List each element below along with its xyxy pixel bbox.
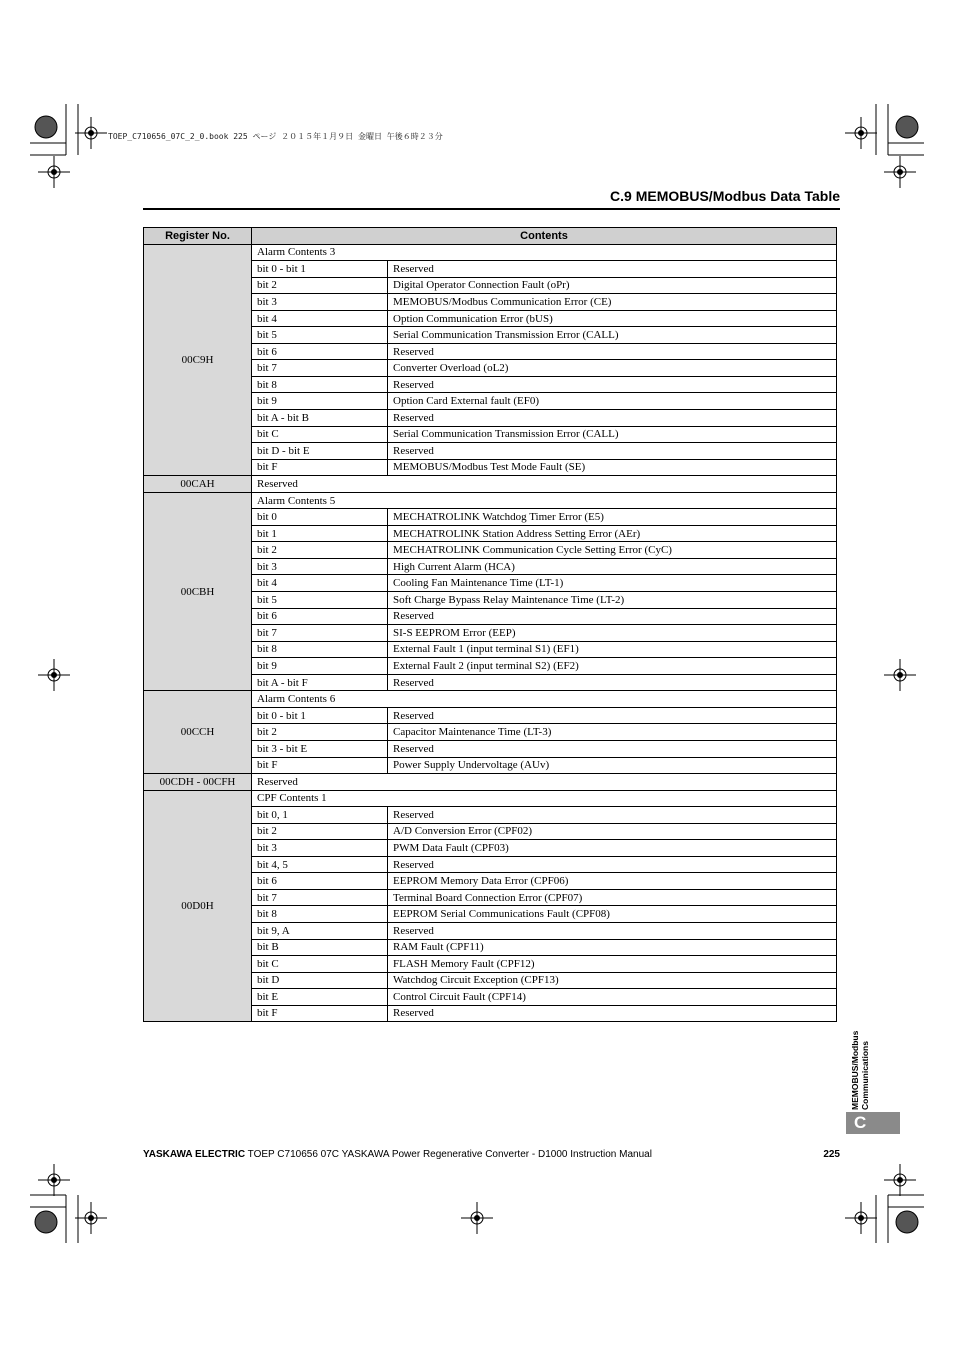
- group-title-cell: Reserved: [252, 476, 837, 493]
- printer-slug: TOEP_C710656_07C_2_0.book 225 ページ ２０１５年１月９日 金曜日 午後６時２３分: [108, 132, 443, 141]
- description-cell: Reserved: [388, 707, 837, 724]
- register-number-cell: 00CCH: [144, 691, 252, 774]
- bit-cell: bit 9: [252, 658, 388, 675]
- description-cell: EEPROM Serial Communications Fault (CPF08): [388, 906, 837, 923]
- description-cell: Capacitor Maintenance Time (LT-3): [388, 724, 837, 741]
- bit-cell: bit C: [252, 956, 388, 973]
- description-cell: Reserved: [388, 922, 837, 939]
- description-cell: Digital Operator Connection Fault (oPr): [388, 277, 837, 294]
- corner-disc-tr: [896, 116, 918, 138]
- register-number-cell: 00CBH: [144, 492, 252, 691]
- description-cell: Option Card External fault (EF0): [388, 393, 837, 410]
- bit-cell: bit 8: [252, 641, 388, 658]
- description-cell: Reserved: [388, 608, 837, 625]
- bit-cell: bit 7: [252, 625, 388, 642]
- bit-cell: bit 2: [252, 823, 388, 840]
- bit-cell: bit 2: [252, 277, 388, 294]
- side-tab-line1: MEMOBUS/Modbus: [850, 1030, 860, 1110]
- header-register-no: Register No.: [144, 228, 252, 245]
- table-row: [144, 492, 837, 509]
- footer-text: [143, 1149, 652, 1160]
- section-title: C.9 MEMOBUS/Modbus Data Table: [610, 188, 840, 204]
- description-cell: Reserved: [388, 443, 837, 460]
- bit-cell: bit 4, 5: [252, 856, 388, 873]
- register-number-cell: 00D0H: [144, 790, 252, 1022]
- bit-cell: bit E: [252, 989, 388, 1006]
- crosshair-bl2: [75, 1202, 107, 1234]
- bit-cell: bit 3: [252, 294, 388, 311]
- bit-cell: bit D: [252, 972, 388, 989]
- description-cell: Reserved: [388, 1005, 837, 1022]
- crosshair-tr: [845, 117, 877, 149]
- table-row: [144, 476, 837, 493]
- bit-cell: bit A - bit F: [252, 674, 388, 691]
- page-number: 225: [823, 1149, 840, 1160]
- side-tab-label: [846, 1008, 870, 1110]
- register-number-cell: 00CAH: [144, 476, 252, 493]
- description-cell: FLASH Memory Fault (CPF12): [388, 956, 837, 973]
- description-cell: Reserved: [388, 343, 837, 360]
- bit-cell: bit 1: [252, 525, 388, 542]
- crosshair-br: [884, 1164, 916, 1196]
- corner-disc-tl: [35, 116, 57, 138]
- header-contents: Contents: [252, 228, 837, 245]
- description-cell: Reserved: [388, 261, 837, 278]
- bit-cell: bit 0: [252, 509, 388, 526]
- bit-cell: bit 9: [252, 393, 388, 410]
- description-cell: Cooling Fan Maintenance Time (LT-1): [388, 575, 837, 592]
- footer-brand: YASKAWA ELECTRIC: [143, 1149, 246, 1160]
- crosshair-tl: [75, 117, 107, 149]
- crosshair-tl2: [38, 156, 70, 188]
- side-tab-letter: C: [846, 1112, 900, 1134]
- bit-cell: bit 3 - bit E: [252, 740, 388, 757]
- bit-cell: bit D - bit E: [252, 443, 388, 460]
- description-cell: Control Circuit Fault (CPF14): [388, 989, 837, 1006]
- crosshair-bl: [38, 1164, 70, 1196]
- bit-cell: bit F: [252, 459, 388, 476]
- table-body: [144, 244, 837, 1022]
- description-cell: Power Supply Undervoltage (AUv): [388, 757, 837, 774]
- footer-manual-title: TOEP C710656 07C YASKAWA Power Regenerative Converter - D1000 Instruction Manual: [245, 1149, 652, 1160]
- description-cell: Watchdog Circuit Exception (CPF13): [388, 972, 837, 989]
- bit-cell: bit 7: [252, 360, 388, 377]
- table-row: [144, 691, 837, 708]
- table-row: [144, 774, 837, 791]
- crosshair-mr: [884, 659, 916, 691]
- bit-cell: bit 8: [252, 906, 388, 923]
- description-cell: Reserved: [388, 807, 837, 824]
- description-cell: Serial Communication Transmission Error (CALL): [388, 426, 837, 443]
- bit-cell: bit 3: [252, 558, 388, 575]
- description-cell: Converter Overload (oL2): [388, 360, 837, 377]
- bit-cell: bit 6: [252, 608, 388, 625]
- description-cell: SI-S EEPROM Error (EEP): [388, 625, 837, 642]
- crosshair-br2: [845, 1202, 877, 1234]
- register-number-cell: 00C9H: [144, 244, 252, 476]
- corner-disc-bl: [35, 1211, 57, 1233]
- description-cell: PWM Data Fault (CPF03): [388, 840, 837, 857]
- group-title-cell: Alarm Contents 6: [252, 691, 837, 708]
- bit-cell: bit 8: [252, 376, 388, 393]
- table-row: [144, 244, 837, 261]
- description-cell: MECHATROLINK Watchdog Timer Error (E5): [388, 509, 837, 526]
- description-cell: External Fault 1 (input terminal S1) (EF1): [388, 641, 837, 658]
- description-cell: MECHATROLINK Communication Cycle Setting Error (CyC): [388, 542, 837, 559]
- bit-cell: bit 5: [252, 592, 388, 609]
- description-cell: MEMOBUS/Modbus Communication Error (CE): [388, 294, 837, 311]
- group-title-cell: Alarm Contents 3: [252, 244, 837, 261]
- bit-cell: bit C: [252, 426, 388, 443]
- table-header-row: [144, 228, 837, 245]
- bit-cell: bit 2: [252, 724, 388, 741]
- bit-cell: bit 3: [252, 840, 388, 857]
- bit-cell: bit F: [252, 1005, 388, 1022]
- description-cell: MECHATROLINK Station Address Setting Error (AEr): [388, 525, 837, 542]
- bit-cell: bit 9, A: [252, 922, 388, 939]
- description-cell: RAM Fault (CPF11): [388, 939, 837, 956]
- bit-cell: bit F: [252, 757, 388, 774]
- description-cell: Reserved: [388, 410, 837, 427]
- bit-cell: bit 7: [252, 889, 388, 906]
- bit-cell: bit B: [252, 939, 388, 956]
- bit-cell: bit A - bit B: [252, 410, 388, 427]
- bit-cell: bit 2: [252, 542, 388, 559]
- bit-cell: bit 4: [252, 310, 388, 327]
- bit-cell: bit 5: [252, 327, 388, 344]
- description-cell: MEMOBUS/Modbus Test Mode Fault (SE): [388, 459, 837, 476]
- description-cell: Reserved: [388, 740, 837, 757]
- description-cell: Serial Communication Transmission Error (CALL): [388, 327, 837, 344]
- description-cell: EEPROM Memory Data Error (CPF06): [388, 873, 837, 890]
- corner-disc-br: [896, 1211, 918, 1233]
- description-cell: External Fault 2 (input terminal S2) (EF2): [388, 658, 837, 675]
- description-cell: Soft Charge Bypass Relay Maintenance Time (LT-2): [388, 592, 837, 609]
- bit-cell: bit 6: [252, 343, 388, 360]
- table-row: [144, 790, 837, 807]
- register-table: [143, 227, 837, 1022]
- group-title-cell: Alarm Contents 5: [252, 492, 837, 509]
- bit-cell: bit 0 - bit 1: [252, 707, 388, 724]
- bit-cell: bit 0 - bit 1: [252, 261, 388, 278]
- bit-cell: bit 6: [252, 873, 388, 890]
- description-cell: A/D Conversion Error (CPF02): [388, 823, 837, 840]
- description-cell: High Current Alarm (HCA): [388, 558, 837, 575]
- description-cell: Reserved: [388, 856, 837, 873]
- description-cell: Terminal Board Connection Error (CPF07): [388, 889, 837, 906]
- crosshair-tr2: [884, 156, 916, 188]
- description-cell: Option Communication Error (bUS): [388, 310, 837, 327]
- description-cell: Reserved: [388, 376, 837, 393]
- bit-cell: bit 0, 1: [252, 807, 388, 824]
- group-title-cell: Reserved: [252, 774, 837, 791]
- register-number-cell: 00CDH - 00CFH: [144, 774, 252, 791]
- group-title-cell: CPF Contents 1: [252, 790, 837, 807]
- crosshair-ml: [38, 659, 70, 691]
- bit-cell: bit 4: [252, 575, 388, 592]
- side-tab-line2: Communications: [860, 1041, 870, 1110]
- crosshair-bc: [461, 1202, 493, 1234]
- header-rule: [143, 208, 840, 210]
- description-cell: Reserved: [388, 674, 837, 691]
